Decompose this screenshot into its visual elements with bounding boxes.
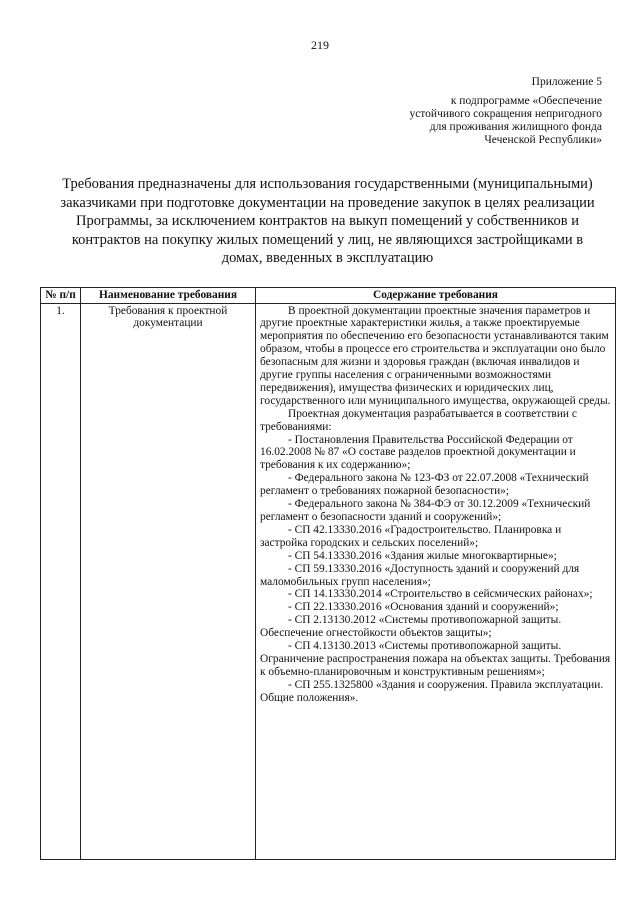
appendix-title: Приложение 5: [531, 76, 602, 88]
content-paragraph: - СП 42.13330.2016 «Градостроительство. Планировка и застройка городских и сельских поселений»;: [260, 523, 562, 549]
appendix-line: для проживания жилищного фонда: [429, 121, 602, 133]
content-paragraph: - СП 14.13330.2014 «Строительство в сейсмических районах»;: [288, 588, 593, 601]
table-row: [41, 303, 616, 859]
header-requirement-content: Содержание требования: [256, 288, 616, 304]
row-number: 1.: [41, 303, 81, 859]
appendix-line: Чеченской Республики»: [484, 134, 602, 146]
content-paragraph: - Федерального закона № 123-ФЗ от 22.07.2008 «Технический регламент о требованиях пожарной безопасности»;: [260, 472, 589, 498]
table-header-row: [41, 288, 616, 304]
appendix-line: к подпрограмме «Обеспечение: [450, 95, 602, 107]
page-number: 219: [311, 38, 329, 52]
appendix-block: [302, 76, 602, 147]
content-paragraph: Проектная документация разрабатывается в соответствии с требованиями:: [260, 407, 577, 433]
content-paragraph: - Федерального закона № 384-ФЭ от 30.12.2009 «Технический регламент о безопасности зданий и сооружений»;: [260, 498, 591, 523]
content-paragraph: - СП 4.13130.2013 «Системы противопожарной защиты. Ограничение распространения пожара на объектах защиты. Требования к объемно-планировочным и конструктивным решениям»;: [260, 640, 611, 678]
content-paragraph: - СП 2.13130.2012 «Системы противопожарной защиты. Обеспечение огнестойкости объектов защиты»;: [260, 614, 562, 640]
content-paragraph: - Постановления Правительства Российской Федерации от 16.02.2008 № 87 «О составе разделов проектной документации и требования к их содержанию»;: [260, 433, 576, 472]
header-number: № п/п: [41, 288, 81, 304]
header-requirement-name: Наименование требования: [81, 288, 256, 304]
requirements-table: [40, 287, 616, 860]
content-paragraph: - СП 59.13330.2016 «Доступность зданий и сооружений для маломобильных групп населения»;: [260, 562, 580, 588]
content-paragraph: - СП 255.1325800 «Здания и сооружения. Правила эксплуатации. Общие положения».: [260, 678, 604, 704]
appendix-line: устойчивого сокращения непригодного: [409, 108, 602, 120]
content-paragraph: - СП 22.13330.2016 «Основания зданий и сооружений»;: [288, 601, 559, 614]
content-paragraph: В проектной документации проектные значения параметров и другие проектные характеристики жилья, а также проектируемые мероприятия по обеспечению его безопасности устанавливаются таким образом, чтобы в процессе его строительства и эксплуатации оно было безопасным для жизни и здоровья граждан (включая инвалидов и другие группы населения с ограниченными возможностями передвижения), имущества физических и юридических лиц, государственного или муниципального имущества, окружающей среды.: [260, 304, 611, 407]
row-requirement-name: Требования к проектной документации: [81, 303, 256, 859]
document-heading: Требования предназначены для использования государственными (муниципальными) заказчиками при подготовке документации на проведение закупок в целях реализации Программы, за исключением контрактов на выкуп помещений у собственников и контрактов на покупку жилых помещений у лиц, не являющихся застройщиками в домах, введенных в эксплуатацию: [60, 176, 595, 266]
row-requirement-content: [256, 303, 616, 859]
content-paragraph: - СП 54.13330.2016 «Здания жилые многоквартирные»;: [288, 549, 557, 562]
